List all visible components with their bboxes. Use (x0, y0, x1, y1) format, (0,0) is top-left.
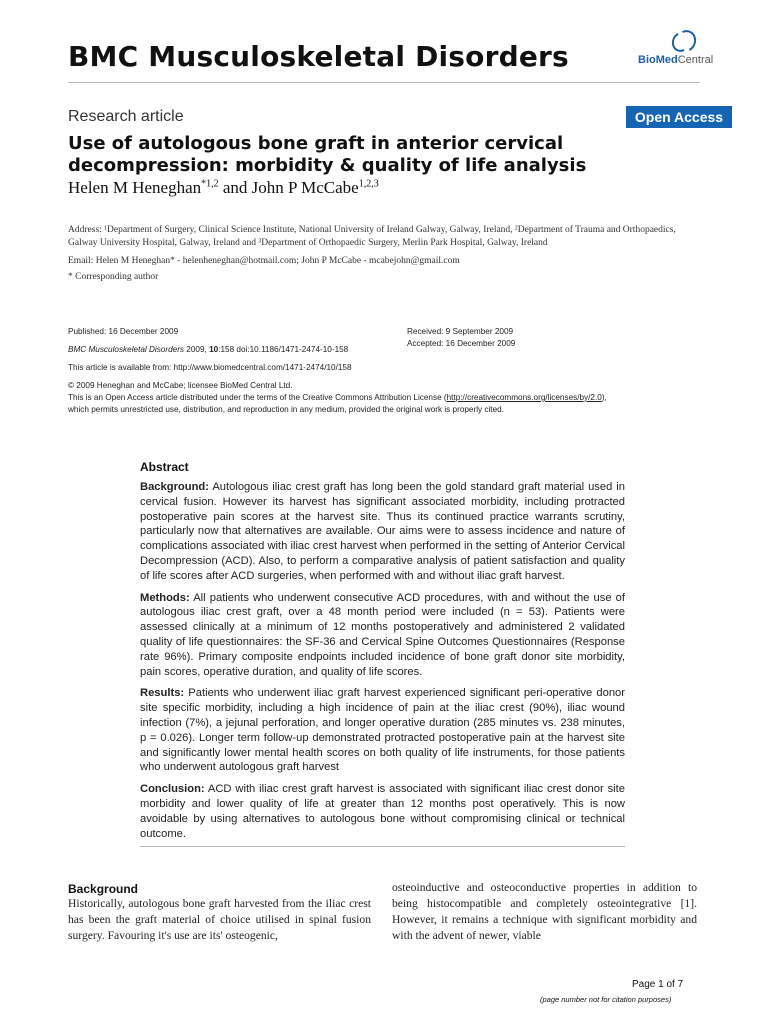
corresponding-note: * Corresponding author (68, 272, 159, 282)
abstract-label: Background: (140, 481, 209, 493)
license-line-2: which permits unrestricted use, distribution, and reproduction in any medium, provided the original work is properly cited. (68, 405, 504, 414)
page-number: Page 1 of 7 (632, 979, 684, 990)
article-url[interactable]: This article is available from: http://www.biomedcentral.com/1471-2474/10/158 (68, 363, 352, 372)
citation-volume: 10 (209, 345, 219, 354)
body-column-left: Historically, autologous bone graft harvested from the iliac crest has been the graft material of choice utilised in spinal fusion surgery. Favouring it's use are its' osteogenic, (68, 897, 371, 942)
abstract-heading: Abstract (140, 460, 189, 474)
license-text: This is an Open Access article distributed under the terms of the Creative Commons Attribution License ( (68, 393, 447, 402)
abstract-text: ACD with iliac crest graft harvest is associated with significant iliac crest donor site morbidity and lower quality of life at greater than 12 months post operatively. This is now avoidable by using alternatives to autologous bone without compromising clinical or technical outcome. (140, 783, 625, 840)
abstract-results (140, 686, 625, 775)
citation-year: 2009, (184, 345, 210, 354)
author-conjunction: and (218, 178, 252, 197)
author-affiliation: *1,2 (201, 178, 219, 190)
abstract (140, 460, 625, 848)
license-link[interactable]: http://creativecommons.org/licenses/by/2.0 (446, 393, 602, 402)
open-access-badge: Open Access (626, 106, 732, 128)
author-name: John P McCabe (251, 178, 359, 197)
abstract-divider (140, 846, 625, 847)
journal-title: BMC Musculoskeletal Disorders (68, 40, 569, 73)
body-column-right: osteoinductive and osteoconductive properties in addition to being histocompatible and completely osteointegrative [1]. However, it remains a technique with significant morbidity and with the advent of newer, viable (392, 881, 697, 942)
copyright-notice: © 2009 Heneghan and McCabe; licensee BioMed Central Ltd. (68, 381, 293, 390)
abstract-label: Results: (140, 687, 185, 700)
abstract-text: All patients who underwent consecutive ACD procedures, with and without the use of autologous iliac crest graft, over a 48 month period were included (n = 53). Patients were assessed clinically at a minimum of 12 months postoperatively and administered 2 validated quality of life questionnaires: the SF-36 and Cervical Spine Outcomes Questionnaires (Response rate 96%). Primary composite endpoints included incidence of bone graft donor site morbidity, pain scores, operative duration, and quality of life scores. (140, 591, 625, 678)
abstract-methods (140, 591, 625, 680)
license-text-end: ), (601, 393, 607, 402)
abstract-label: Conclusion: (140, 783, 205, 796)
accepted-date: Accepted: 16 December 2009 (407, 339, 516, 348)
author-name: Helen M Heneghan (68, 178, 202, 197)
citation (68, 344, 348, 356)
logo-brand-text: Central (677, 54, 714, 66)
abstract-conclusion (140, 782, 625, 841)
abstract-text: Autologous iliac crest graft has long been the gold standard graft material used in cervical fusion. However its harvest has significant associated morbidity, including protracted postoperative pain scores at the harvest site. Thus its continued practice warrants scrutiny, particularly now that alternatives are available. Our aims were to assess incidence and nature of complications associated with iliac crest harvest when performed in the setting of Anterior Cervical Decompression (ACD). Also, to perform a comparative analysis of patient satisfaction and quality of life scores after ACD surgeries, when performed with and without iliac graft harvest. (140, 481, 626, 582)
header-divider (68, 82, 700, 83)
abstract-background (140, 480, 625, 584)
section-heading: Background (68, 882, 139, 896)
article-type: Research article (68, 108, 184, 125)
publisher-logo (636, 30, 736, 74)
citation-doi: :158 doi:10.1186/1471-2474-10-158 (218, 345, 349, 354)
author-affiliation: 1,2,3 (358, 178, 379, 190)
page-note: (page number not for citation purposes) (540, 995, 672, 1004)
citation-journal: BMC Musculoskeletal Disorders (68, 345, 185, 354)
article-title: Use of autologous bone graft in anterior cervical decompression: morbidity & quality of life analysis (68, 133, 587, 176)
author-emails: Email: Helen M Heneghan* - helenheneghan@hotmail.com; John P McCabe - mcabejohn@gmail.com (68, 256, 460, 266)
affiliation-address: Address: ¹Department of Surgery, Clinical Science Institute, National University of Ireland Galway, Galway, Ireland, ²Department of Trauma and Orthopaedics, Galway University Hospital, Galway, Ireland and ³Department of Orthopaedic Surgery, Merlin Park Hospital, Galway, Ireland (68, 225, 676, 248)
license-line (68, 392, 607, 404)
author-line (68, 178, 379, 198)
received-date: Received: 9 September 2009 (407, 327, 514, 336)
logo-brand-bold: BioMed (638, 54, 678, 66)
abstract-text: Patients who underwent iliac graft harvest experienced significant peri-operative donor site specific morbidity, including a high incidence of pain at the iliac crest (90%), iliac wound infection (7%), a jejunal perforation, and longer operative duration (285 minutes vs. 238 minutes, p = 0.026). Longer term follow-up demonstrated protracted postoperative pain at the harvest site and significantly lower mental health scores on both quality of life instruments, for those patients who underwent autologous graft harvest (140, 687, 625, 774)
abstract-label: Methods: (140, 591, 190, 604)
published-date: Published: 16 December 2009 (68, 327, 179, 336)
